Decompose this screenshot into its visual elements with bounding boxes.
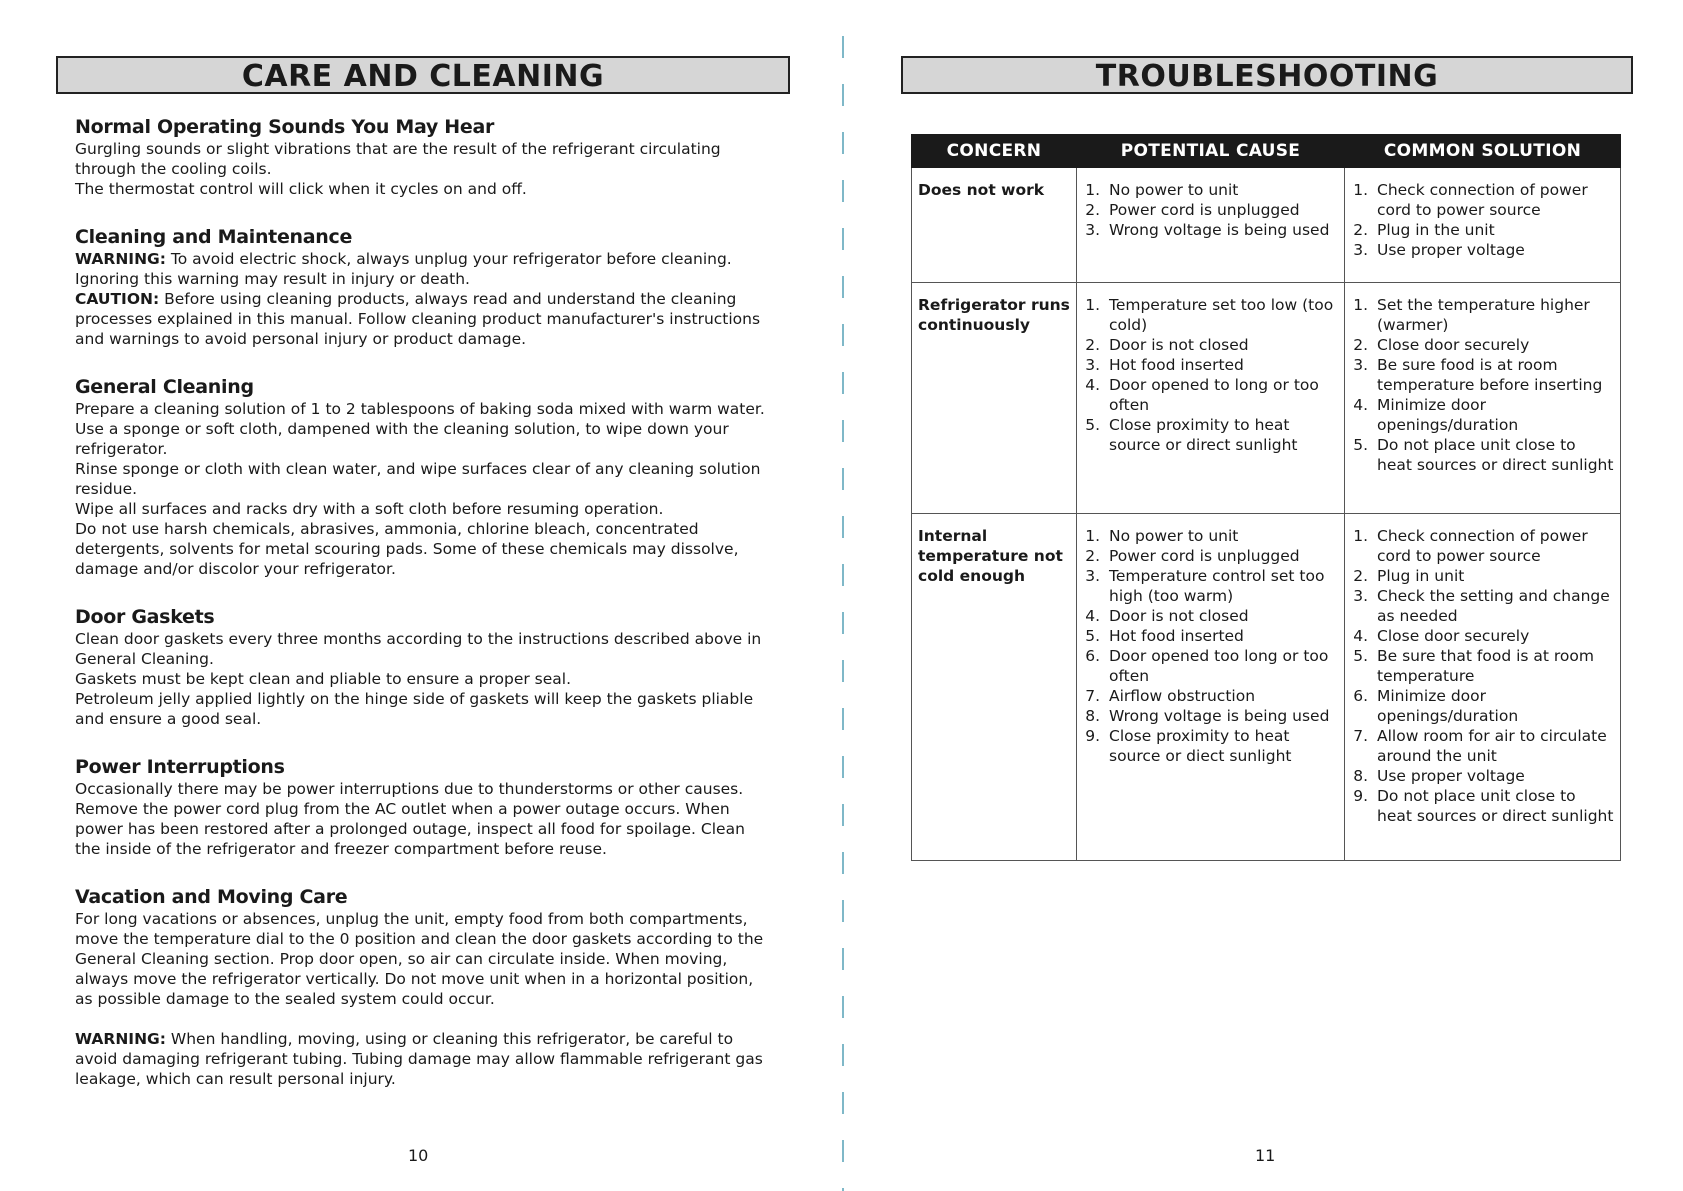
right-page [845, 0, 1683, 1191]
left-page [0, 0, 840, 1191]
list-item: 4. Door is not closed [1105, 606, 1338, 626]
column-header-concern: CONCERN [912, 135, 1077, 168]
list-item: 2. Power cord is unplugged [1105, 200, 1338, 220]
list-item: 3. Be sure food is at room temperature before inserting [1373, 355, 1614, 395]
list-item: 3. Check the setting and change as needed [1373, 586, 1614, 626]
section-heading: Normal Operating Sounds You May Hear [75, 116, 495, 138]
list-item: 2. Power cord is unplugged [1105, 546, 1338, 566]
solution-list [1351, 180, 1614, 260]
list-item: 3. Hot food inserted [1105, 355, 1338, 375]
cause-list [1083, 526, 1338, 766]
solution-list [1351, 526, 1614, 826]
section-door-gaskets [75, 606, 775, 729]
list-item: 2. Door is not closed [1105, 335, 1338, 355]
table-row [912, 514, 1621, 861]
list-item: 1. No power to unit [1105, 180, 1338, 200]
section-heading: Cleaning and Maintenance [75, 226, 353, 248]
section-vacation-moving [75, 886, 775, 1009]
section-power-interruptions [75, 756, 775, 859]
list-item: 5. Close proximity to heat source or direct sunlight [1105, 415, 1338, 455]
care-cleaning-body [75, 116, 775, 1089]
list-item: 4. Close door securely [1373, 626, 1614, 646]
section-normal-sounds [75, 116, 775, 199]
paragraph: Do not use harsh chemicals, abrasives, ammonia, chlorine bleach, concentrated detergents, solvents for metal scouring pads. Some of these chemicals may dissolve, damage and/or discolor your refrigerator. [75, 520, 739, 578]
table-row [912, 283, 1621, 514]
warning-label: WARNING: [75, 250, 166, 268]
list-item: 3. Temperature control set too high (too warm) [1105, 566, 1338, 606]
list-item: 1. Check connection of power cord to power source [1373, 526, 1614, 566]
list-item: 5. Do not place unit close to heat sources or direct sunlight [1373, 435, 1614, 475]
paragraph: Petroleum jelly applied lightly on the hinge side of gaskets will keep the gaskets pliable and ensure a good seal. [75, 690, 754, 728]
list-item: 9. Do not place unit close to heat sources or direct sunlight [1373, 786, 1614, 826]
list-item: 7. Airflow obstruction [1105, 686, 1338, 706]
paragraph: Rinse sponge or cloth with clean water, and wipe surfaces clear of any cleaning solution residue. [75, 460, 761, 498]
list-item: 1. Set the temperature higher (warmer) [1373, 295, 1614, 335]
list-item: 8. Use proper voltage [1373, 766, 1614, 786]
list-item: 6. Door opened too long or too often [1105, 646, 1338, 686]
table-header-row [912, 135, 1621, 168]
warning-paragraph [75, 249, 775, 289]
paragraph: For long vacations or absences, unplug the unit, empty food from both compartments, move the temperature dial to the 0 position and clean the door gaskets according to the General Cleaning section. Prop door open, so air can circulate inside. When moving, always move the refrigerator vertically. Do not move unit when in a horizontal position, as possible damage to the sealed system could occur. [75, 910, 764, 1008]
cause-cell [1077, 168, 1345, 283]
concern-cell: Does not work [912, 168, 1077, 283]
caution-paragraph [75, 289, 775, 349]
page-number: 11 [1255, 1146, 1276, 1165]
page-title-care-and-cleaning: CARE AND CLEANING [56, 56, 790, 94]
center-fold-divider [842, 36, 844, 1191]
list-item: 3. Use proper voltage [1373, 240, 1614, 260]
cause-list [1083, 295, 1338, 455]
final-warning [75, 1029, 775, 1089]
list-item: 8. Wrong voltage is being used [1105, 706, 1338, 726]
troubleshooting-table [911, 134, 1621, 861]
page-number: 10 [408, 1146, 429, 1165]
section-heading: Power Interruptions [75, 756, 285, 778]
list-item: 2. Plug in the unit [1373, 220, 1614, 240]
list-item: 7. Allow room for air to circulate around the unit [1373, 726, 1614, 766]
warning-paragraph [75, 1029, 775, 1089]
cause-list [1083, 180, 1338, 240]
list-item: 3. Wrong voltage is being used [1105, 220, 1338, 240]
list-item: 1. Check connection of power cord to power source [1373, 180, 1614, 220]
paragraph: Clean door gaskets every three months according to the instructions described above in General Cleaning. [75, 630, 762, 668]
paragraph: Gurgling sounds or slight vibrations that are the result of the refrigerant circulating through the cooling coils. [75, 140, 721, 178]
warning-text: To avoid electric shock, always unplug your refrigerator before cleaning. Ignoring this warning may result in injury or death. [75, 250, 732, 288]
list-item: 5. Hot food inserted [1105, 626, 1338, 646]
concern-cell: Internal temperature not cold enough [912, 514, 1077, 861]
solution-cell [1345, 168, 1621, 283]
column-header-potential-cause: POTENTIAL CAUSE [1077, 135, 1345, 168]
page-title-troubleshooting: TROUBLESHOOTING [901, 56, 1633, 94]
paragraph: Prepare a cleaning solution of 1 to 2 tablespoons of baking soda mixed with warm water. Use a sponge or soft cloth, dampened with the cleaning solution, to wipe down your refrigerator. [75, 400, 765, 458]
section-general-cleaning [75, 376, 775, 579]
warning-label: WARNING: [75, 1030, 166, 1048]
list-item: 5. Be sure that food is at room temperature [1373, 646, 1614, 686]
cause-cell [1077, 514, 1345, 861]
section-heading: Vacation and Moving Care [75, 886, 348, 908]
paragraph: The thermostat control will click when it cycles on and off. [75, 180, 527, 198]
solution-cell [1345, 514, 1621, 861]
section-heading: Door Gaskets [75, 606, 215, 628]
caution-text: Before using cleaning products, always read and understand the cleaning processes explained in this manual. Follow cleaning product manufacturer's instructions and warnings to avoid personal injury or product damage. [75, 290, 761, 348]
warning-text: When handling, moving, using or cleaning this refrigerator, be careful to avoid damaging refrigerant tubing. Tubing damage may allow flammable refrigerant gas leakage, which can result personal injury. [75, 1030, 763, 1088]
list-item: 9. Close proximity to heat source or diect sunlight [1105, 726, 1338, 766]
list-item: 2. Plug in unit [1373, 566, 1614, 586]
list-item: 4. Minimize door openings/duration [1373, 395, 1614, 435]
section-cleaning-maintenance [75, 226, 775, 349]
list-item: 4. Door opened to long or too often [1105, 375, 1338, 415]
list-item: 6. Minimize door openings/duration [1373, 686, 1614, 726]
list-item: 2. Close door securely [1373, 335, 1614, 355]
solution-cell [1345, 283, 1621, 514]
table-row [912, 168, 1621, 283]
column-header-common-solution: COMMON SOLUTION [1345, 135, 1621, 168]
concern-cell: Refrigerator runs continuously [912, 283, 1077, 514]
list-item: 1. Temperature set too low (too cold) [1105, 295, 1338, 335]
solution-list [1351, 295, 1614, 475]
list-item: 1. No power to unit [1105, 526, 1338, 546]
paragraph: Occasionally there may be power interruptions due to thunderstorms or other causes. Remove the power cord plug from the AC outlet when a power outage occurs. When power has been restored after a prolonged outage, inspect all food for spoilage. Clean the inside of the refrigerator and freezer compartment before reuse. [75, 780, 745, 858]
paragraph: Gaskets must be kept clean and pliable to ensure a proper seal. [75, 670, 572, 688]
paragraph: Wipe all surfaces and racks dry with a soft cloth before resuming operation. [75, 500, 664, 518]
section-heading: General Cleaning [75, 376, 254, 398]
caution-label: CAUTION: [75, 290, 160, 308]
cause-cell [1077, 283, 1345, 514]
